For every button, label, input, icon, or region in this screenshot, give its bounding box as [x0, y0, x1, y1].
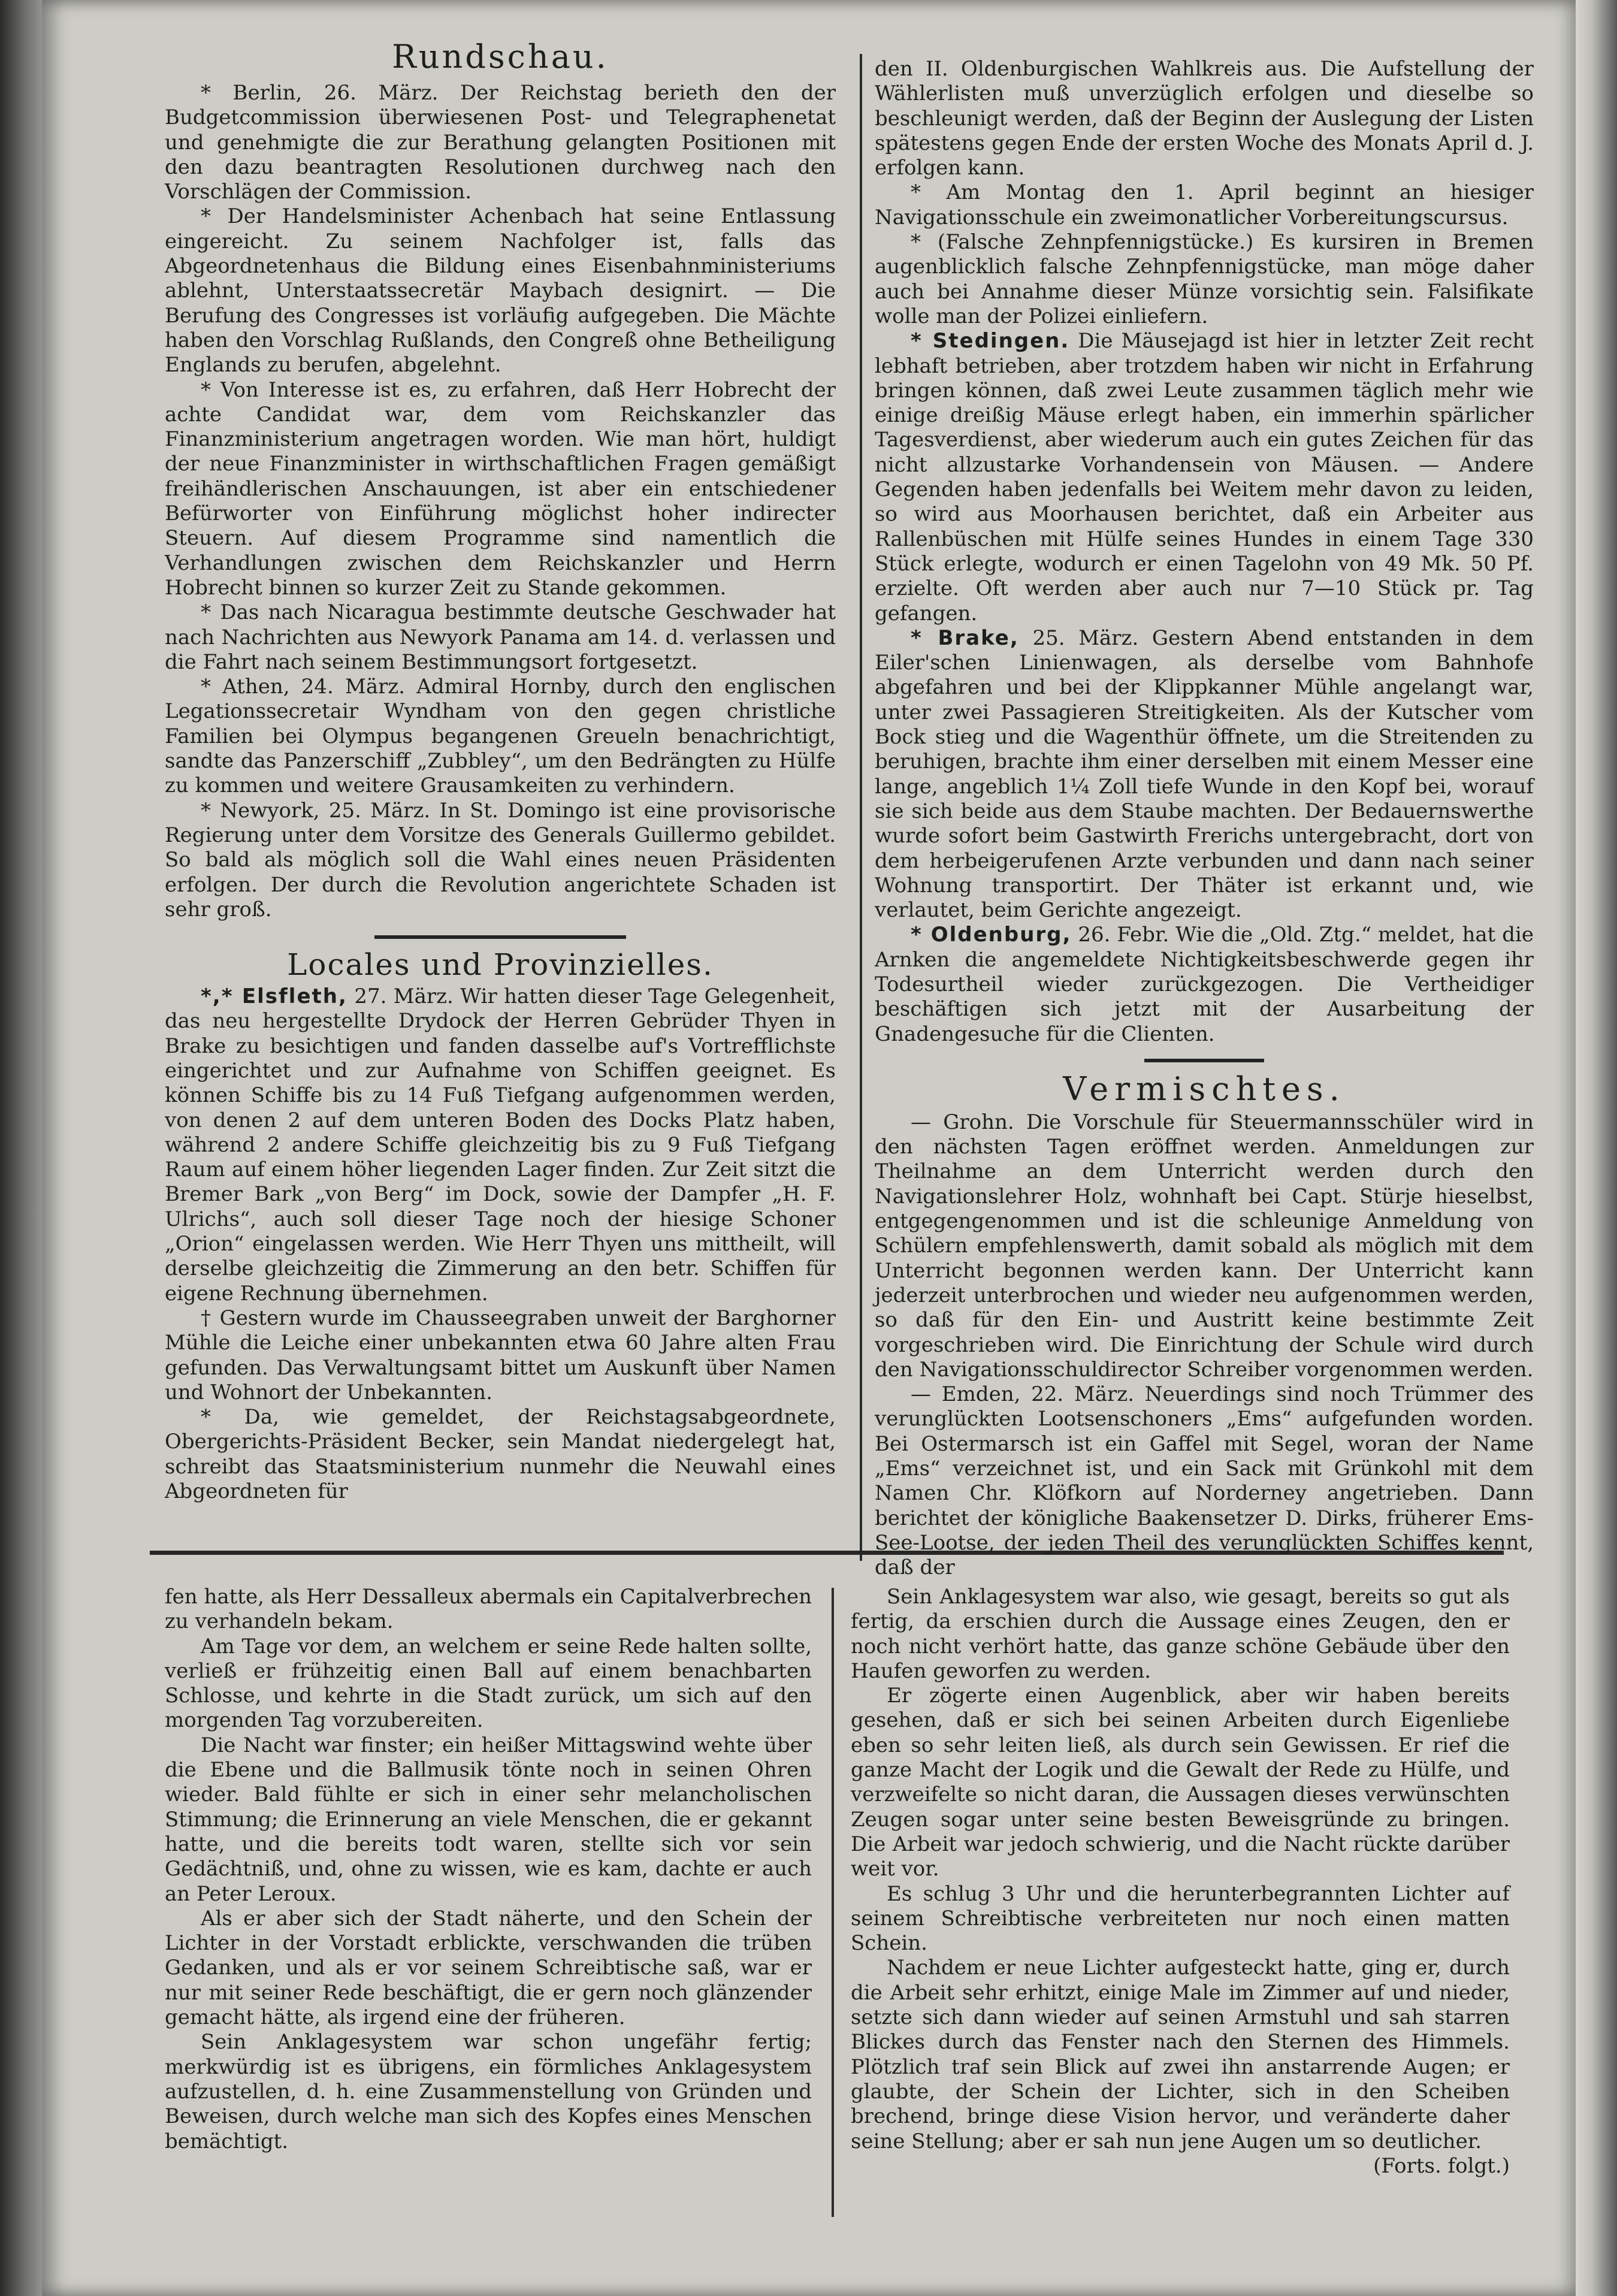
novel-paragraph: Als er aber sich der Stadt näherte, und den Schein der Lichter in der Vorstadt erblickte, verschwanden die trüben Gedanken, und als er vor seinem Schreibtische saß, war er nur mit seiner Rede beschäftigt, die er gern noch glänzender gemacht hätte, als irgend eine der früheren. [165, 1906, 812, 2030]
article-stedingen-text: Die Mäusejagd ist hier in letzter Zeit recht lebhaft betrieben, aber trotzdem haben wir nicht in Erfahrung bringen können, daß zwei Leute zusammen täglich mehr wie einige dreißig Mäuse erlegt haben, ein immerhin spärlicher Tagesverdienst, aber wiederum auch ein gutes Zeichen für das nicht allzustarke Vorhandensein von Mäusen. — Andere Gegenden haben jedenfalls bei Weitem mehr davon zu leiden, so wird aus Moorhausen berichtet, daß ein Arbeiter aus Rallenbüschen mit Hülfe seines Hundes in einem Tage 330 Stück erlegte, wodurch er einen Tagelohn von 49 Mk. 50 Pf. erzielte. Oft werden aber auch nur 7—10 Stück pr. Tag gefangen. [875, 329, 1534, 626]
heading-rule-vermischtes [1144, 1059, 1264, 1062]
novel-paragraph: Es schlug 3 Uhr und die herunterbegrannten Lichter auf seinem Schreibtische verbreiteten nur noch einen matten Schein. [851, 1881, 1510, 1956]
novel-paragraph: Die Nacht war finster; ein heißer Mittagswind wehte über die Ebene und die Ballmusik tönte noch in seinen Ohren wieder. Bald fühlte er sich in einer sehr melancholischen Stimmung; die Erinnerung an viele Menschen, die er gekannt hatte, und die bereits todt waren, stellte sich vor sein Gedächtniß, und, ohne zu wissen, wie es kam, dachte er auch an Peter Leroux. [165, 1733, 812, 1906]
article-stedingen [875, 329, 1534, 626]
heading-locales: Locales und Provinzielles. [287, 947, 714, 983]
upper-right-column [875, 57, 1534, 1581]
place-oldenburg: * Oldenburg, [911, 923, 1072, 947]
article-oldenburg-text: 26. Febr. Wie die „Old. Ztg.“ meldet, hat die Arnken die angemeldete Nichtigkeitsbeschwerde gegen ihr Todesurtheil wieder zurückgezogen. Die Vertheidiger beschäftigen sich jetzt mit der Ausarbeitung der Gnadengesuche für die Clienten. [875, 923, 1534, 1046]
heading-rule [374, 935, 626, 939]
upper-left-column [165, 33, 836, 1504]
novel-paragraph: Am Tage vor dem, an welchem er seine Rede halten sollte, verließ er frühzeitig einen Ball auf einem benachbarten Schlosse, und kehrte in die Stadt zurück, um sich auf den morgenden Tag vorzubereiten. [165, 1634, 812, 1733]
article-nicaragua: * Das nach Nicaragua bestimmte deutsche Geschwader hat nach Nachrichten aus Newyork Panama am 14. d. verlassen und die Fahrt nach seinem Bestimmungsort fortgesetzt. [165, 600, 836, 674]
novel-paragraph: Sein Anklagesystem war schon ungefähr fertig; merkwürdig ist es übrigens, ein förmliches Anklagesystem aufzustellen, d. h. eine Zusammenstellung von Gründen und Beweisen, durch welche man sich des Kopfes eines Menschen bemächtigt. [165, 2030, 812, 2153]
place-brake: * Brake, [911, 626, 1019, 650]
article-brake [875, 626, 1534, 923]
continuation-note: (Forts. folgt.) [1373, 2153, 1510, 2178]
lower-left-column [165, 1585, 812, 2154]
article-newyork: * Newyork, 25. März. In St. Domingo ist eine provisorische Regierung unter dem Vorsitze des Generals Guillermo gebildet. So bald als möglich soll die Wahl eines neuen Präsidenten erfolgen. Der durch die Revolution angerichtete Schaden ist sehr groß. [165, 798, 836, 922]
article-oldenburg [875, 923, 1534, 1046]
novel-paragraph: Er zögerte einen Augenblick, aber wir haben bereits gesehen, daß er sich bei seinen Arbeiten durch Eigenliebe eben so sehr leiten ließ, als durch sein Gewissen. Er rief die ganze Macht der Logik und die Gewalt der Rede zu Hülfe, und verzweifelte so nicht daran, die Aussagen dieses verwünschten Zeugen sogar unter seine besten Beweisgründe zu bringen. Die Arbeit war jedoch schwierig, und die Nacht rückte darüber weit vor. [851, 1684, 1510, 1881]
book-binding [0, 0, 45, 2296]
place-stedingen: * Stedingen. [911, 329, 1070, 354]
novel-paragraph: Sein Anklagesystem war also, wie gesagt, bereits so gut als fertig, da erschien durch die Aussage eines Zeugen, den er noch nicht verhört hatte, das ganze schöne Gebäude über den Haufen geworfen zu werden. [851, 1585, 1510, 1683]
article-emden: — Emden, 22. März. Neuerdings sind noch Trümmer des verunglückten Lootsenschoners „Ems“ aufgefunden worden. Bei Ostermarsch ist ein Gaffel mit Segel, woran der Name „Ems“ verzeichnet ist, und ein Sack mit Grünkohl mit dem Namen Chr. Klöfkorn auf Norderney angetrieben. Dann berichtet der königliche Baakensetzer D. Dirks, früherer Ems-See-Lootse, der jeden Theil des verunglückten Schiffes kennt, daß der [875, 1382, 1534, 1580]
lower-right-column [851, 1585, 1510, 2179]
article-brake-text: 25. März. Gestern Abend entstanden in dem Eiler'schen Linienwagen, als derselbe vom Bahnhofe abgefahren und bei der Klippkanner Mühle angelangt war, unter zwei Passagieren Streitigkeiten. Als der Kutscher vom Bock stieg und die Wagenthür öffnete, um die Streitenden zu beruhigen, brachte ihm einer derselben mit einem Messer eine lange, angeblich 1¼ Zoll tiefe Wunde in den Kopf bei, worauf sie sich beide aus dem Staube machten. Der Bedauernswerthe wurde sofort beim Gastwirth Frerichs untergebracht, dort von dem herbeigerufenen Arzte verbunden und dann nach seiner Wohnung transportirt. Der Thäter ist erkannt und, wie verlautet, beim Gerichte angezeigt. [875, 626, 1534, 923]
page-edge [1576, 0, 1617, 2296]
place-elsfleth: *,* Elsfleth, [201, 984, 347, 1009]
novel-paragraph: fen hatte, als Herr Dessalleux abermals ein Capitalverbrechen zu verhandeln bekam. [165, 1585, 812, 1634]
article-navigationsschule: * Am Montag den 1. April beginnt an hiesiger Navigationsschule ein zweimonatlicher Vorbereitungscursus. [875, 180, 1534, 229]
article-wahlkreis-cont: den II. Oldenburgischen Wahlkreis aus. Die Aufstellung der Wählerlisten muß unverzüglich erfolgen und dieselbe so beschleunigt werden, daß der Beginn der Auslegung der Listen spätestens gegen Ende der ersten Woche des Monats April d. J. erfolgen kann. [875, 57, 1534, 180]
article-elsfleth [165, 984, 836, 1306]
article-handelsminister: * Der Handelsminister Achenbach hat seine Entlassung eingereicht. Zu seinem Nachfolger ist, falls das Abgeordnetenhaus die Bildung eines Eisenbahnministeriums ablehnt, Unterstaatssecretär Maybach designirt. — Die Berufung des Congresses ist vorläufig aufgegeben. Die Mächte haben den Vorschlag Rußlands, den Congreß ohne Betheiligung Englands zu berufen, abgelehnt. [165, 204, 836, 377]
article-hobrecht: * Von Interesse ist es, zu erfahren, daß Herr Hobrecht der achte Candidat war, dem vom Reichskanzler das Finanzministerium angetragen worden. Wie man hört, huldigt der neue Finanzminister in wirthschaftlichen Fragen gemäßigt freihändlerischen Anschauungen, ist aber ein entschiedener Befürworter von Einführung möglichst hoher indirecter Steuern. Auf diesem Programme sind namentlich die Verhandlungen zwischen dem Reichskanzler und Herrn Hobrecht binnen so kurzer Zeit zu Stande gekommen. [165, 377, 836, 600]
article-berlin: * Berlin, 26. März. Der Reichstag berieth den der Budgetcommission überwiesenen Post- und Telegraphenetat und genehmigte die zur Berathung gelangten Positionen mit den dazu beantragten Resolutionen durchweg nach den Vorschlägen der Commission. [165, 81, 836, 204]
article-zehnpfennig: * (Falsche Zehnpfennigstücke.) Es kursiren in Bremen augenblicklich falsche Zehnpfennigstücke, man möge daher auch bei Annahme dieser Münze vorsichtig sein. Falsifikate wolle man der Polizei einliefern. [875, 230, 1534, 328]
article-athen: * Athen, 24. März. Admiral Hornby, durch den englischen Legationssecretair Wyndham von den gegen christliche Familien bei Olympus begangenen Greueln benachrichtigt, sandte das Panzerschiff „Zubbley“, um den Bedrängten zu Hülfe zu kommen und weitere Grausamkeiten zu verhindern. [165, 675, 836, 798]
heading-rundschau: Rundschau. [392, 38, 609, 75]
column-divider-lower [832, 1588, 834, 2217]
heading-vermischtes: Vermischtes. [1063, 1070, 1346, 1108]
article-wahl: * Da, wie gemeldet, der Reichstagsabgeordnete, Obergerichts-Präsident Becker, sein Mandat niedergelegt hat, schreibt das Staatsministerium nunmehr die Neuwahl eines Abgeordneten für [165, 1405, 836, 1504]
article-elsfleth-text: 27. März. Wir hatten dieser Tage Gelegenheit, das neu hergestellte Drydock der Herren Gebrüder Thyen in Brake zu besichtigen und fanden dasselbe auf's Vortrefflichste eingerichtet und zur Aufnahme von Schiffen geeignet. Es können Schiffe bis zu 14 Fuß Tiefgang aufgenommen werden, von denen 2 auf dem unteren Boden des Docks Platz haben, während 2 andere Schiffe gleichzeitig bis zu 9 Fuß Tiefgang Raum auf einem höher liegenden Lager finden. Zur Zeit sitzt die Bremer Bark „von Berg“ im Dock, sowie der Dampfer „H. F. Ulrichs“, auch soll dieser Tage noch der hiesige Schoner „Orion“ eingelassen werden. Wie Herr Thyen uns mittheilt, will derselbe gleichzeitig die Zimmerung an den betr. Schiffen für eigene Rechnung übernehmen. [165, 984, 836, 1306]
novel-paragraph: Nachdem er neue Lichter aufgesteckt hatte, ging er, durch die Arbeit sehr erhitzt, einige Male im Zimmer auf und nieder, setzte sich dann wieder auf seinen Armstuhl und sah starren Blickes durch das Fenster nach den Sternen des Himmels. Plötzlich traf sein Blick auf zwei ihn anstarrende Augen; er glaubte, der Schein der Lichter, sich in den Scheiben brechend, bringe diese Vision hervor, und veränderte daher seine Stellung; aber er sah nun jene Augen um so deutlicher. [851, 1956, 1510, 2153]
column-divider-upper [860, 54, 862, 1561]
article-grohn: — Grohn. Die Vorschule für Steuermannsschüler wird in den nächsten Tagen eröffnet werden. Anmeldungen zur Theilnahme an dem Unterricht werden durch den Navigationslehrer Holz, wohnhaft bei Capt. Stürje hieselbst, entgegengenommen und ist die schleunige Anmeldung von Schülern empfehlenswerth, damit sobald als möglich mit dem Unterricht begonnen werden kann. Der Unterricht kann jederzeit unterbrochen und wieder neu aufgenommen werden, so daß für den Ein- und Austritt keine bestimmte Zeit vorgeschrieben wird. Die Einrichtung der Schule wird durch den Navigationsschuldirector Schreiber vorgenommen werden. [875, 1110, 1534, 1382]
article-leiche: † Gestern wurde im Chausseegraben unweit der Barghorner Mühle die Leiche einer unbekannten etwa 60 Jahre alten Frau gefunden. Das Verwaltungsamt bittet um Auskunft über Namen und Wohnort der Unbekannten. [165, 1306, 836, 1404]
